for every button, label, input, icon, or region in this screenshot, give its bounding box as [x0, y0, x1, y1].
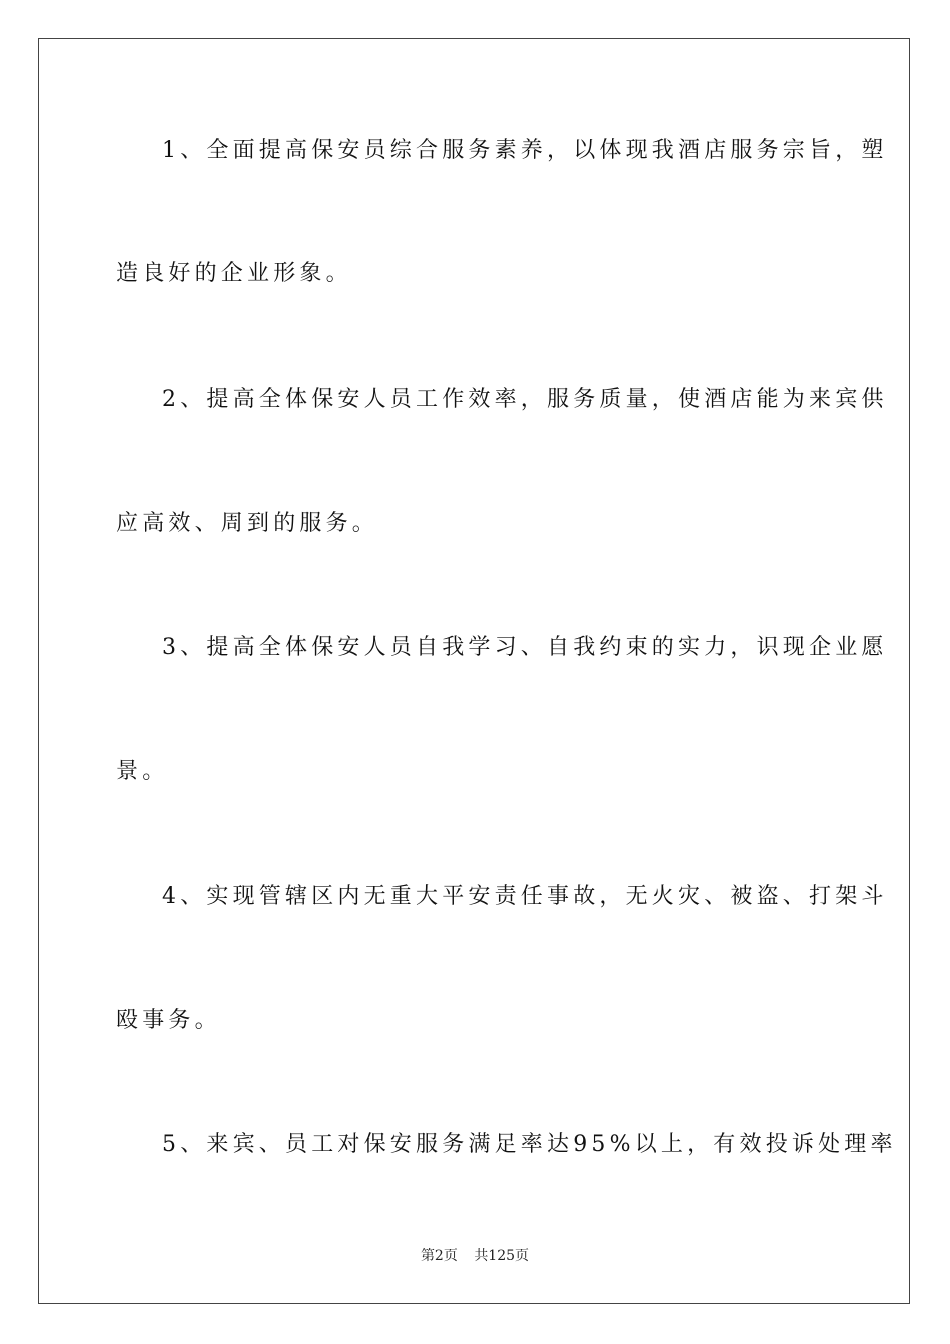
page-frame [38, 38, 910, 1304]
item-2-line-2: 应高效、周到的服务。 [116, 511, 379, 536]
item-4-line-1: 4、实现管辖区内无重大平安责任事故，无火灾、被盗、打架斗 [162, 884, 888, 909]
item-3-line-2: 景。 [116, 759, 169, 784]
item-4-line-2: 殴事务。 [116, 1008, 221, 1033]
item-3-line-1: 3、提高全体保安人员自我学习、自我约束的实力，识现企业愿 [162, 635, 888, 660]
item-1-line-2: 造良好的企业形象。 [116, 261, 352, 286]
item-2-line-1: 2、提高全体保安人员工作效率，服务质量，使酒店能为来宾供 [162, 387, 888, 412]
page-total: 共125页 [474, 1248, 530, 1264]
item-1-line-1: 1、全面提高保安员综合服务素养，以体现我酒店服务宗旨，塑 [162, 138, 888, 163]
item-5-line-1: 5、来宾、员工对保安服务满足率达95%以上，有效投诉处理率 [162, 1132, 897, 1157]
page-number: 第2页 [420, 1248, 458, 1264]
page-footer [0, 1246, 950, 1266]
